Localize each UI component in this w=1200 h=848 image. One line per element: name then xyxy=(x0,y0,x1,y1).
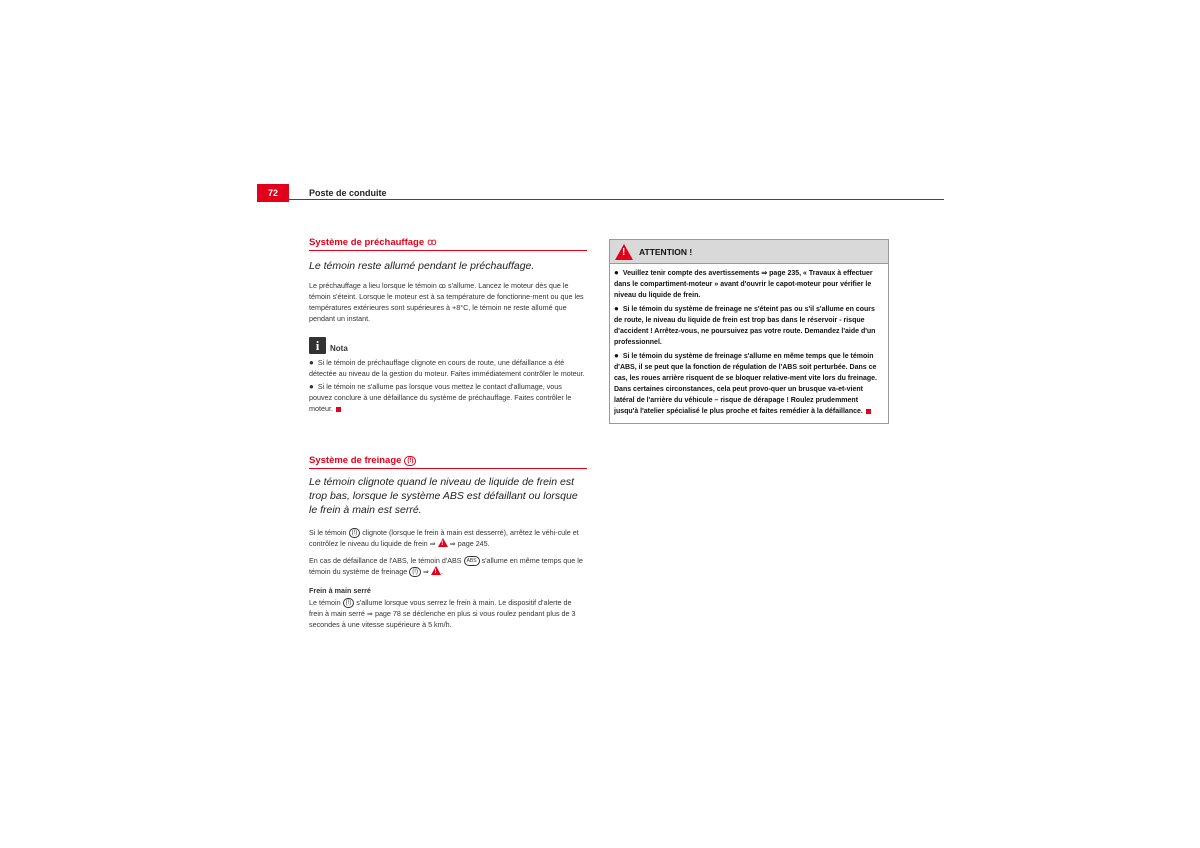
brake-warning-icon: (!) xyxy=(404,456,416,466)
nota-title: Nota xyxy=(330,344,348,353)
preheat-section xyxy=(309,237,587,414)
brake-p1-text-b: clignote (lorsque le frein à main est desserré), arrêtez le véhi-cule et contrôlez le niveau du liquide de frein ⇒ xyxy=(309,528,579,549)
nota-bullet-2-text: Si le témoin ne s'allume pas lorsque vous mettez le contact d'allumage, vous pouvez conclure à une défaillance du système de préchauffage. Faites contrôler le moteur. xyxy=(309,382,572,413)
attention-bullet-2-text: Si le témoin du système de freinage ne s'éteint pas ou s'il s'allume en cours de route, le niveau du liquide de frein est trop bas dans le réservoir - risque d'accident ! Arrêtez-vous, ne poursuivez pas votre route. Demandez l'aide d'un professionnel. xyxy=(614,306,876,346)
preheat-paragraph xyxy=(309,280,587,324)
brake-p2-text-b: s'allume en même temps que le témoin du système de freinage xyxy=(309,556,583,577)
brake-rule xyxy=(309,468,587,469)
preheat-title: Système de préchauffage xyxy=(309,237,425,248)
preheat-lead: Le témoin reste allumé pendant le préchauffage. xyxy=(309,260,535,272)
attention-title: ATTENTION ! xyxy=(639,246,693,257)
brake-lead: Le témoin clignote quand le niveau de liquide de frein est trop bas, lorsque le système ABS est défaillant ou lorsque le frein à main est serré. xyxy=(309,476,578,516)
attention-bullet-1 xyxy=(614,267,884,301)
glow-plug-icon: ꝏ xyxy=(438,281,447,290)
header-rule xyxy=(289,199,944,200)
brake-section xyxy=(309,455,587,630)
brake-warning-icon: (!) xyxy=(409,567,421,577)
attention-body xyxy=(610,264,888,417)
page-number: 72 xyxy=(257,184,289,202)
nota-heading xyxy=(309,337,587,354)
bullet-icon: ● xyxy=(614,268,619,277)
preheat-rule xyxy=(309,250,587,251)
brake-p2-text-a: En cas de défaillance de l'ABS, le témoin d'ABS xyxy=(309,556,464,566)
brake-p1-text-a: Si le témoin xyxy=(309,528,349,537)
brake-p3-text-a: Le témoin xyxy=(309,598,343,608)
info-icon: i xyxy=(309,337,326,354)
attention-box xyxy=(609,239,889,424)
bullet-icon: ● xyxy=(309,358,314,367)
nota-bullet-1 xyxy=(309,357,587,379)
nota-bullet-2 xyxy=(309,381,587,414)
end-marker-icon xyxy=(866,409,871,414)
end-marker-icon xyxy=(336,407,341,412)
brake-p2-text-c: ⇒ xyxy=(420,567,431,577)
brake-warning-icon: (!) xyxy=(349,528,361,538)
brake-paragraph-2 xyxy=(309,555,587,577)
preheat-text-b: s'allume. Lancez le moteur dès que le témoin s'éteint. Lorsque le moteur est à sa température de fonctionne-ment ou que les températures extérieures sont supérieures à +8°C, le témoin ne reste allumé que pendant un instant. xyxy=(309,281,584,323)
brake-p1-text-c: ⇒ page 245. xyxy=(447,539,490,549)
attention-header xyxy=(610,240,888,264)
brake-heading xyxy=(309,455,587,466)
brake-paragraph-1 xyxy=(309,527,587,549)
chapter-title: Poste de conduite xyxy=(309,188,387,198)
attention-bullet-1-text: Veuillez tenir compte des avertissements ⇒ page 235, « Travaux à effectuer dans le compartiment-moteur » avant d'ouvrir le capot-moteur pour vérifier le niveau du liquide de frein. xyxy=(614,270,873,299)
attention-bullet-3 xyxy=(614,350,884,417)
brake-paragraph-3 xyxy=(309,597,587,630)
warning-triangle-icon xyxy=(438,538,448,547)
brake-title: Système de freinage xyxy=(309,455,402,466)
brake-warning-icon: (!) xyxy=(343,598,355,608)
brake-p2-text-d: . xyxy=(440,567,443,577)
bullet-icon: ● xyxy=(614,304,619,313)
preheat-heading xyxy=(309,237,587,248)
attention-bullet-3-text: Si le témoin du système de freinage s'allume en même temps que le témoin d'ABS, il se peut que la fonction de régulation de l'ABS soit perturbée. Dans ce cas, les roues arrière risquent de se bloquer relative-ment vite lors du freinage. Dans certaines circonstances, cela peut provo-quer un brusque va-et-vient latéral de l'arrière du véhicule – risque de dérapage ! Roulez prudemment jusqu'à l'atelier spécialisé le plus proche et faites remédier à la défaillance. xyxy=(614,353,877,415)
nota-bullet-1-text: Si le témoin de préchauffage clignote en cours de route, une défaillance a été détectée au niveau de la gestion du moteur. Faites immédiatement contrôler le moteur. xyxy=(309,358,585,378)
handbrake-subtitle: Frein à main serré xyxy=(309,586,371,596)
bullet-icon: ● xyxy=(614,351,619,360)
brake-p3-text-b: s'allume lorsque vous serrez le frein à main. Le dispositif d'alerte de frein à main serré ⇒ page 78 se déclenche en plus si vous roulez pendant plus de 3 secondes à une vitesse supérieure à 5 km/h. xyxy=(309,598,576,630)
warning-triangle-icon xyxy=(615,244,633,260)
preheat-text-a: Le préchauffage a lieu lorsque le témoin xyxy=(309,281,439,290)
glow-plug-icon: ꝏ xyxy=(427,237,437,248)
attention-bullet-2 xyxy=(614,303,884,348)
abs-icon: ABS xyxy=(464,556,480,566)
warning-triangle-icon xyxy=(431,566,441,575)
bullet-icon: ● xyxy=(309,382,314,391)
